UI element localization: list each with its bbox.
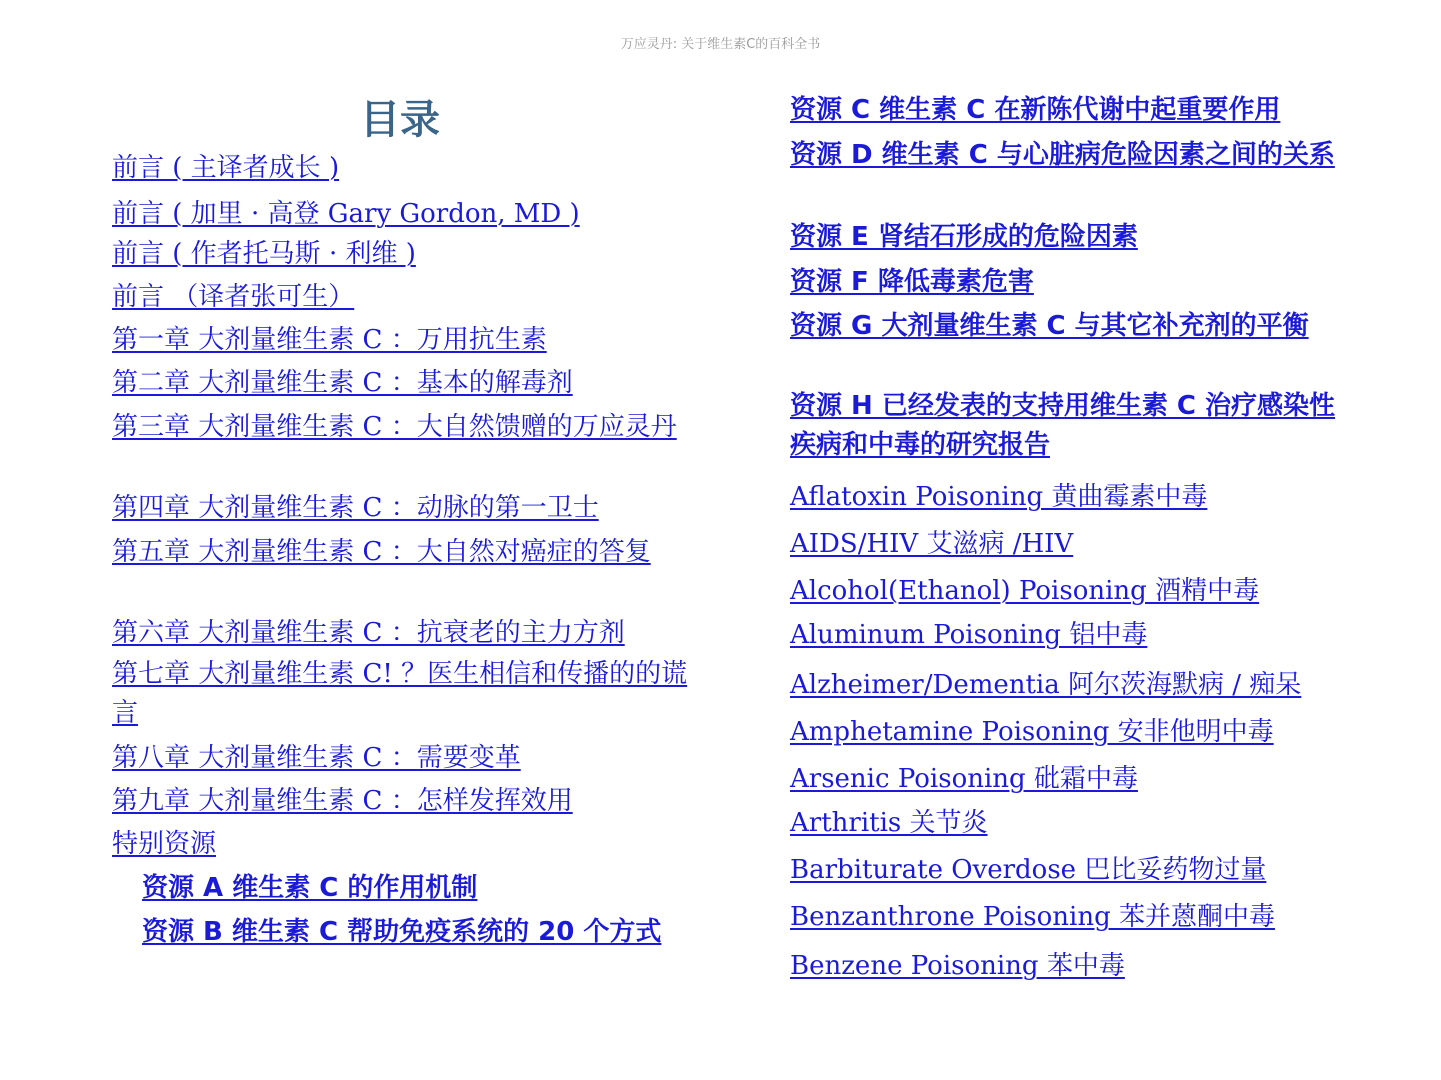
toc-link-chapter-8[interactable]: 第八章 大剂量维生素 C ：需要变革 bbox=[112, 743, 521, 773]
toc-link-resource-e[interactable]: 资源 E 肾结石形成的危险因素 bbox=[790, 222, 1138, 252]
toc-link-arsenic[interactable]: Arsenic Poisoning 砒霜中毒 bbox=[790, 764, 1138, 794]
toc-link-resource-f[interactable]: 资源 F 降低毒素危害 bbox=[790, 267, 1034, 297]
toc-link-chapter-1[interactable]: 第一章 大剂量维生素 C ：万用抗生素 bbox=[112, 325, 547, 355]
toc-link-alcohol[interactable]: Alcohol(Ethanol) Poisoning 酒精中毒 bbox=[790, 576, 1260, 606]
toc-link-benzene[interactable]: Benzene Poisoning 苯中毒 bbox=[790, 951, 1125, 981]
toc-link-arthritis[interactable]: Arthritis 关节炎 bbox=[790, 808, 988, 838]
toc-link-chapter-2[interactable]: 第二章 大剂量维生素 C ：基本的解毒剂 bbox=[112, 368, 573, 398]
toc-link-barbiturate[interactable]: Barbiturate Overdose 巴比妥药物过量 bbox=[790, 855, 1267, 885]
toc-link-preface-zhang[interactable]: 前言 （译者张可生） bbox=[112, 282, 355, 312]
toc-link-aids-hiv[interactable]: AIDS/HIV 艾滋病 /HIV bbox=[790, 529, 1074, 559]
toc-link-chapter-7[interactable]: 第七章 大剂量维生素 C! ？医生相信和传播的的谎言 bbox=[112, 659, 688, 728]
toc-link-resource-d[interactable]: 资源 D 维生素 C 与心脏病危险因素之间的关系 bbox=[790, 140, 1335, 170]
toc-title: 目录 bbox=[360, 97, 440, 143]
toc-link-chapter-4[interactable]: 第四章 大剂量维生素 C ：动脉的第一卫士 bbox=[112, 493, 599, 523]
toc-link-resource-b[interactable]: 资源 B 维生素 C 帮助免疫系统的 20 个方式 bbox=[142, 917, 662, 947]
toc-link-amphetamine[interactable]: Amphetamine Poisoning 安非他明中毒 bbox=[790, 717, 1274, 747]
toc-link-resource-h[interactable]: 资源 H 已经发表的支持用维生素 C 治疗感染性疾病和中毒的研究报告 bbox=[790, 391, 1336, 460]
toc-link-preface-author[interactable]: 前言 ( 作者托马斯 · 利维 ) bbox=[112, 239, 416, 269]
toc-link-benzanthrone[interactable]: Benzanthrone Poisoning 苯并蒽酮中毒 bbox=[790, 902, 1275, 932]
toc-link-resource-c[interactable]: 资源 C 维生素 C 在新陈代谢中起重要作用 bbox=[790, 95, 1281, 125]
toc-link-preface-translator[interactable]: 前言 ( 主译者成长 ) bbox=[112, 153, 340, 183]
toc-link-aluminum[interactable]: Aluminum Poisoning 铝中毒 bbox=[790, 620, 1148, 650]
toc-link-resource-a[interactable]: 资源 A 维生素 C 的作用机制 bbox=[142, 873, 478, 903]
toc-link-aflatoxin[interactable]: Aflatoxin Poisoning 黄曲霉素中毒 bbox=[790, 482, 1208, 512]
toc-link-resource-g[interactable]: 资源 G 大剂量维生素 C 与其它补充剂的平衡 bbox=[790, 311, 1309, 341]
toc-link-chapter-5[interactable]: 第五章 大剂量维生素 C ：大自然对癌症的答复 bbox=[112, 537, 651, 567]
toc-link-chapter-9[interactable]: 第九章 大剂量维生素 C ：怎样发挥效用 bbox=[112, 786, 573, 816]
toc-link-alzheimer[interactable]: Alzheimer/Dementia 阿尔茨海默病 / 痴呆 bbox=[790, 670, 1302, 700]
toc-link-chapter-3[interactable]: 第三章 大剂量维生素 C ：大自然馈赠的万应灵丹 bbox=[112, 412, 677, 442]
page-header: 万应灵丹: 关于维生素C的百科全书 bbox=[620, 37, 821, 52]
toc-link-preface-gordon[interactable]: 前言 ( 加里 · 高登 Gary Gordon, MD ) bbox=[112, 199, 580, 229]
toc-link-chapter-6[interactable]: 第六章 大剂量维生素 C ：抗衰老的主力方剂 bbox=[112, 618, 625, 648]
toc-link-special-resources[interactable]: 特别资源 bbox=[112, 829, 217, 859]
